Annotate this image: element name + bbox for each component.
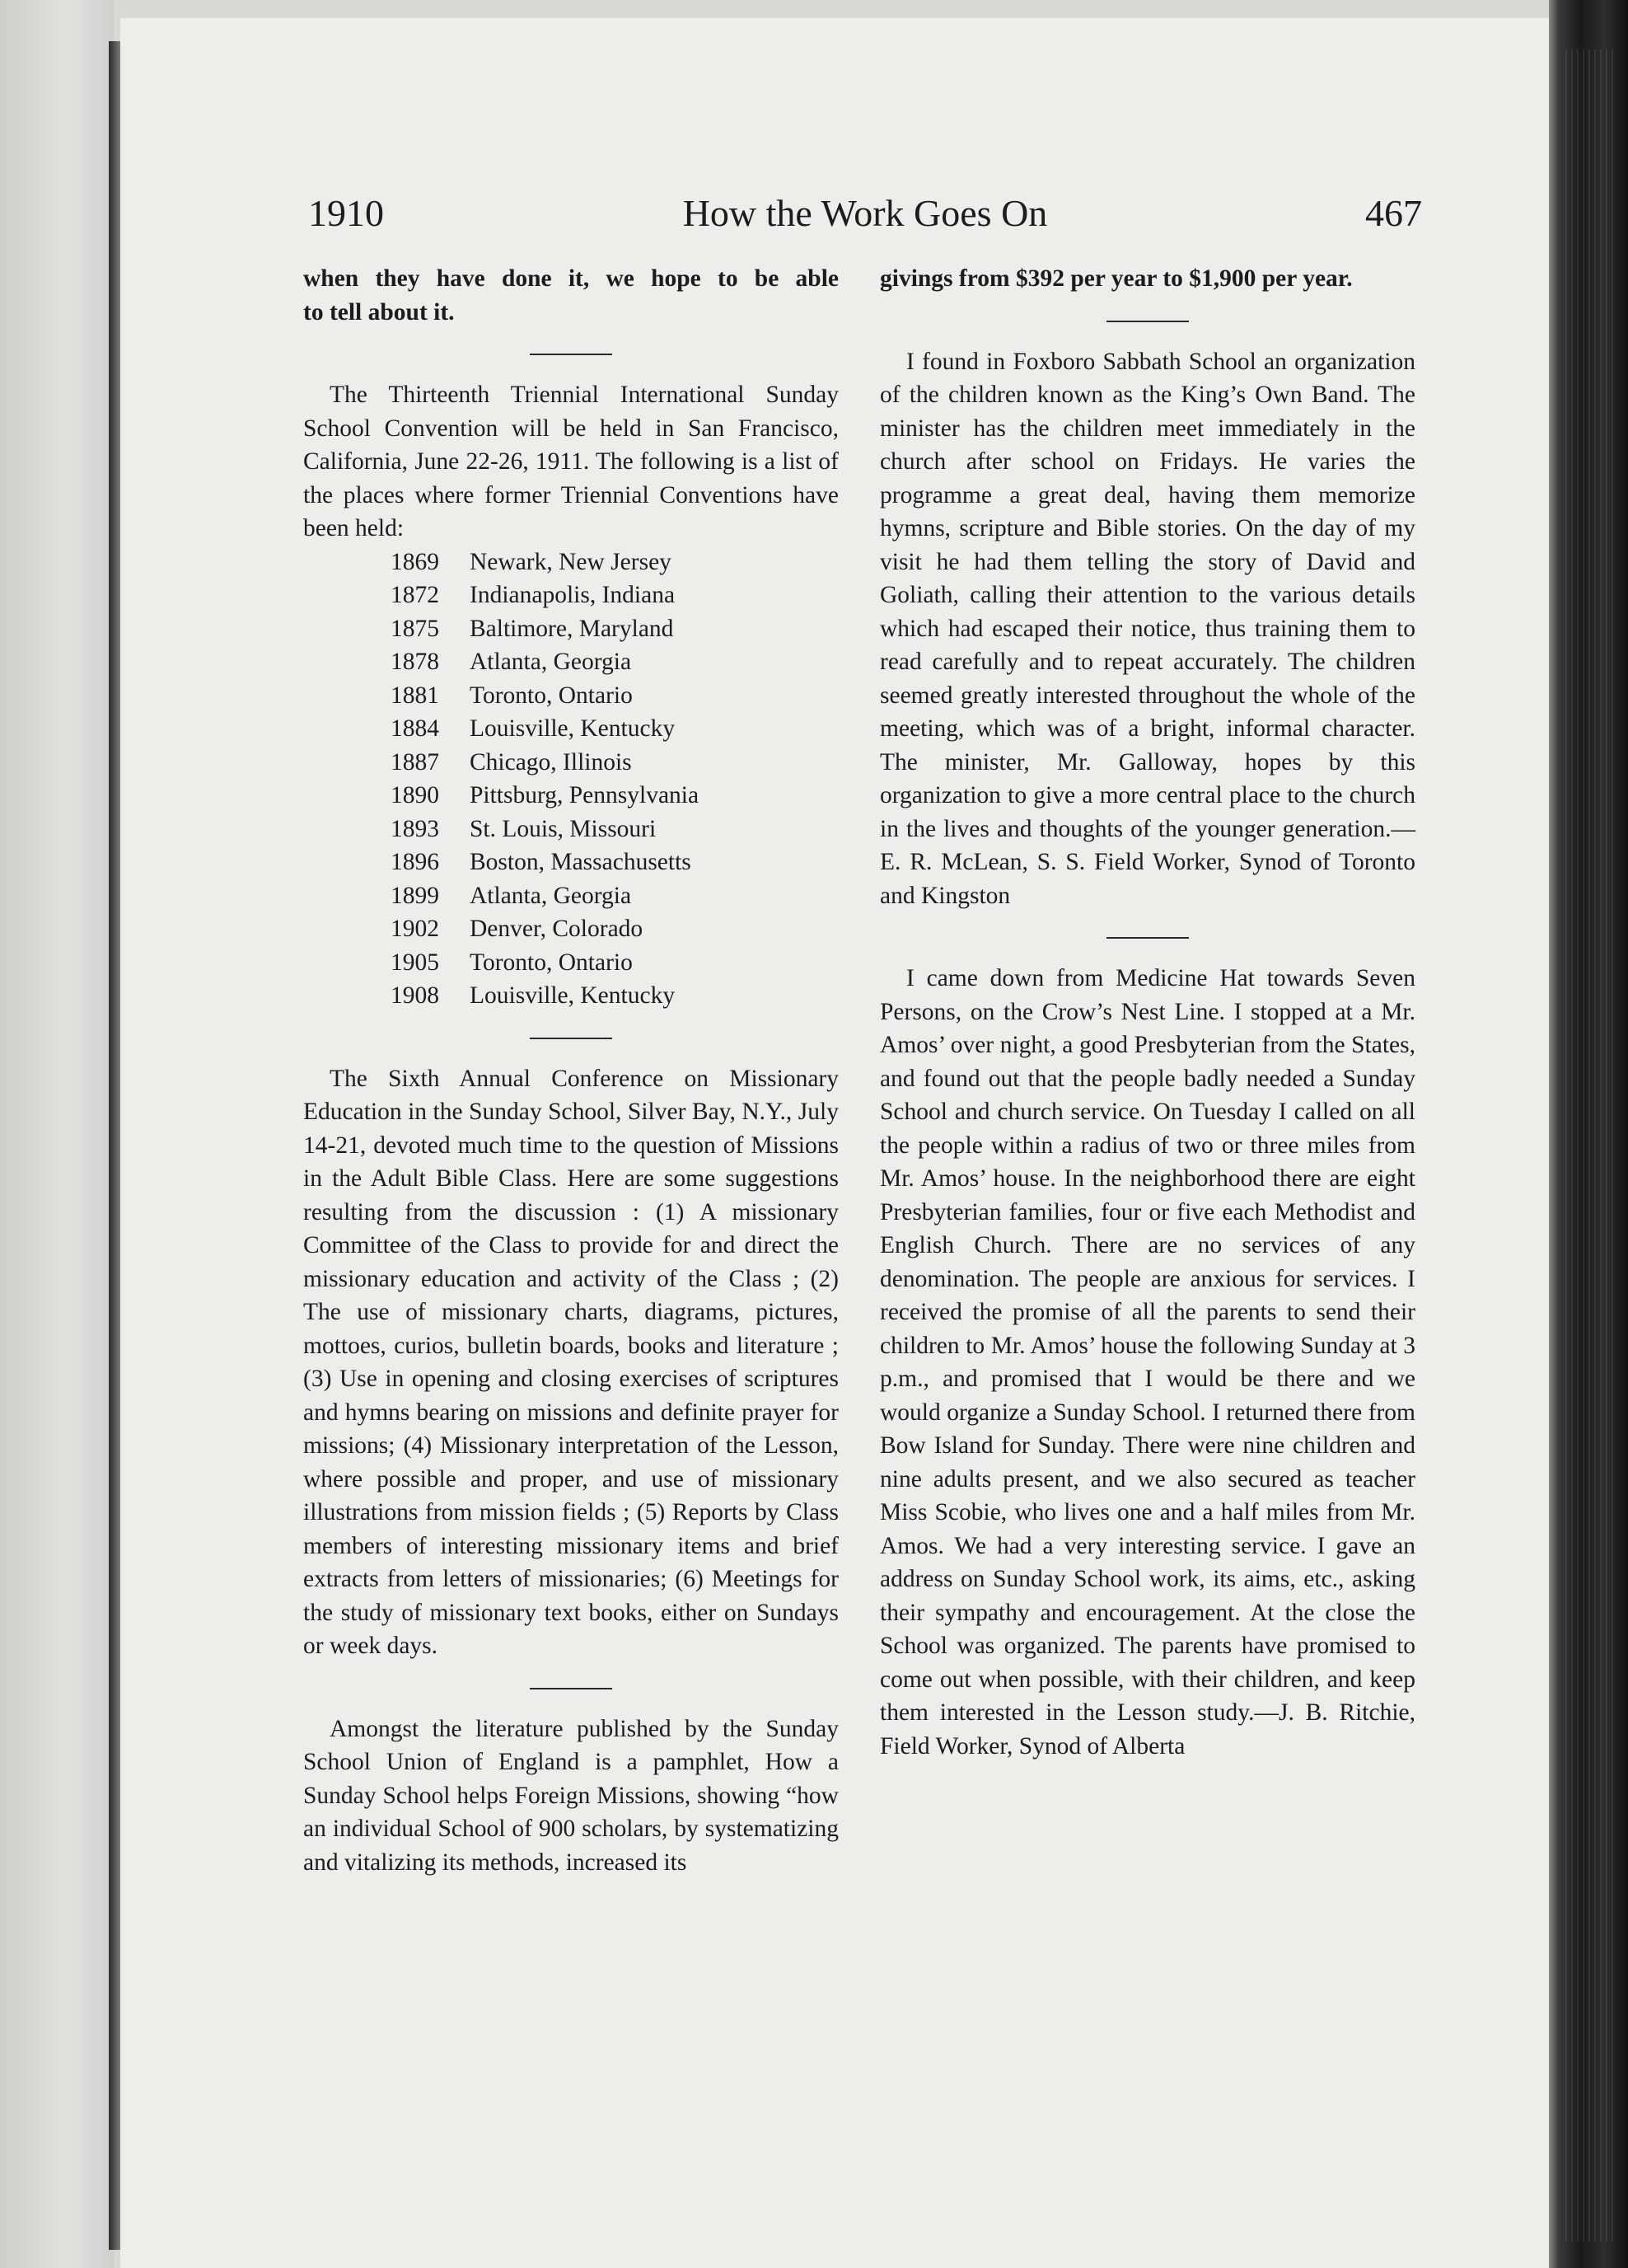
convention-year: 1884: [391, 715, 439, 742]
running-head: [308, 185, 1422, 242]
convention-year: 1896: [391, 849, 439, 875]
foxboro-paragraph: I found in Foxboro Sabbath School an organization of the children known as the King’s Own Band. The minister has the children meet immediately in the church after school on Fridays. He varies the programme a great deal, having them memorize hymns, scripture and Bible stories. On the day of my visit he had them telling the story of David and Goliath, calling their attention to the various details which had escaped their notice, thus training them to read carefully and to repeat accurately. The children seemed greatly interested throughout the whole of the meeting, which was of a bright, informal character. The minister, Mr. Galloway, hopes by this organization to give a more central place to the church in the lives and thoughts of the younger generation.—E. R. McLean, S. S. Field Worker, Synod of Toronto and Kingston: [880, 348, 1415, 909]
intro-line-2: to tell about it.: [303, 298, 455, 326]
convention-year: 1878: [391, 649, 439, 675]
section-divider: [530, 1038, 612, 1039]
list-item: [391, 912, 839, 946]
list-item: [391, 979, 839, 1013]
convention-year: 1893: [391, 815, 439, 842]
convention-place: Pittsburg, Pennsylvania: [470, 782, 699, 808]
convention-year: 1902: [391, 916, 439, 942]
convention-year: 1881: [391, 682, 439, 709]
section-divider: [1106, 321, 1189, 322]
list-item: [391, 779, 839, 813]
section-divider: [530, 1688, 612, 1689]
list-item: [391, 712, 839, 746]
convention-place: Chicago, Illinois: [470, 748, 632, 776]
convention-place: Toronto, Ontario: [470, 949, 633, 976]
convention-place: Indianapolis, Indiana: [470, 582, 676, 608]
section-divider: [1106, 937, 1189, 939]
list-item: [391, 746, 839, 780]
list-item: [391, 879, 839, 913]
convention-year: 1899: [391, 882, 439, 909]
conventions-list: [391, 546, 839, 1013]
literature-paragraph: Amongst the literature published by the Sunday School Union of England is a pamphlet, How a Sunday School helps Foreign Missions, showing “how an individual School of 900 scholars, by systematizing and vitalizing its methods, increased its: [303, 1715, 839, 1876]
convention-year: 1872: [391, 582, 439, 608]
convention-place: Louisville, Kentucky: [470, 982, 676, 1009]
convention-place: Newark, New Jersey: [470, 548, 671, 575]
convention-place: Boston, Massachusetts: [470, 849, 691, 875]
section-divider: [530, 354, 612, 355]
list-item: [391, 813, 839, 846]
convention-year: 1887: [391, 748, 439, 776]
right-column: [880, 262, 1415, 1763]
continuation-line: givings from $392 per year to $1,900 per year.: [880, 265, 1353, 292]
list-item: [391, 645, 839, 679]
convention-year: 1875: [391, 615, 439, 642]
list-item: [391, 846, 839, 879]
header-title: How the Work Goes On: [682, 192, 1048, 234]
intro-line-1: when they have done it, we hope to be able: [303, 265, 839, 292]
list-item: [391, 579, 839, 612]
book-gutter-shadow: [109, 41, 120, 2250]
left-column: [303, 262, 839, 1879]
list-item: [391, 946, 839, 980]
header-year: 1910: [308, 192, 384, 234]
page-number: 467: [1365, 192, 1422, 234]
convention-year: 1905: [391, 949, 439, 976]
convention-place: Toronto, Ontario: [470, 682, 633, 709]
convention-place: Denver, Colorado: [470, 916, 643, 942]
convention-paragraph: The Thirteenth Triennial International Sunday School Convention will be held in San Francisco, California, June 22-26, 1911. The following is a list of the places where former Triennial Conventions have been held:: [303, 382, 839, 541]
convention-place: Atlanta, Georgia: [470, 649, 632, 675]
convention-year: 1890: [391, 782, 439, 808]
page-stack-lines: [1565, 49, 1615, 2242]
convention-place: Baltimore, Maryland: [470, 615, 674, 642]
convention-year: 1908: [391, 982, 439, 1009]
medicine-hat-paragraph: I came down from Medicine Hat towards Seven Persons, on the Crow’s Nest Line. I stopped at a Mr. Amos’ over night, a good Presbyterian from the States, and found out that the people badly needed a Sunday School and church service. On Tuesday I called on all the people within a radius of two or three miles from Mr. Amos’ house. In the neighborhood there are eight Presbyterian families, four or five each Methodist and English Church. There are no services of any denomination. The people are anxious for services. I received the promise of all the parents to send their children to Mr. Amos’ house the following Sunday at 3 p.m., and promised that I would be there and we would organize a Sunday School. I returned there from Bow Island for Sunday. There were nine children and nine adults present, and we also secured as teacher Miss Scobie, who lives one and a half miles from Mr. Amos. We had a very interesting service. I gave an address on Sunday School work, its aims, etc., asking their sympathy and encouragement. At the close the School was organized. The parents have promised to come out when possible, with their children, and keep them interested in the Lesson study.—J. B. Ritchie, Field Worker, Synod of Alberta: [880, 965, 1415, 1760]
missionary-paragraph: The Sixth Annual Conference on Missionary Education in the Sunday School, Silver Bay, N.Y., July 14-21, devoted much time to the question of Missions in the Adult Bible Class. Here are some suggestions resulting from the discussion : (1) A missionary Committee of the Class to provide for and direct the missionary education and activity of the Class ; (2) The use of missionary charts, diagrams, pictures, mottoes, curios, bulletin boards, books and literature ; (3) Use in opening and closing exercises of scriptures and hymns bearing on missions and definite prayer for missions; (4) Missionary interpretation of the Lesson, where possible and proper, and use of missionary illustrations from mission fields ; (5) Reports by Class members of interesting missionary items and brief extracts from letters of missionaries; (6) Meetings for the study of missionary text books, either on Sundays or week days.: [303, 1065, 839, 1659]
convention-place: Atlanta, Georgia: [470, 882, 632, 909]
facing-page-edge: [0, 0, 114, 2268]
list-item: [391, 679, 839, 713]
convention-place: Louisville, Kentucky: [470, 715, 676, 742]
list-item: [391, 546, 839, 579]
convention-place: St. Louis, Missouri: [470, 815, 657, 842]
convention-year: 1869: [391, 548, 439, 575]
list-item: [391, 612, 839, 646]
